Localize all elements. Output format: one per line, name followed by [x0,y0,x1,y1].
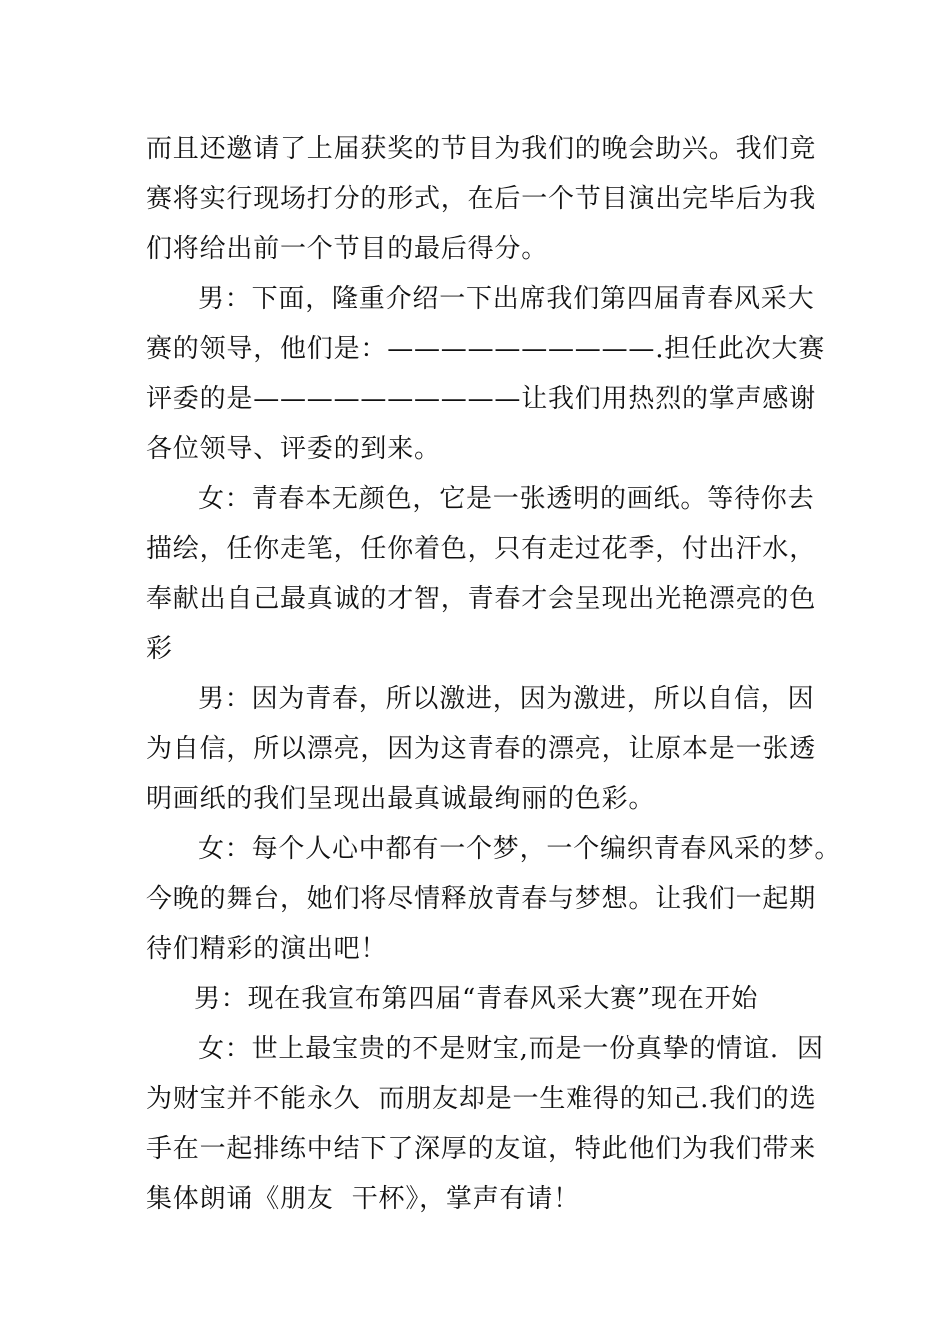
text-line: 各位领导、评委的到来。 [146,434,441,464]
text-line: 今晚的舞台，她们将尽情释放青春与梦想。让我们一起期 [146,884,817,914]
text-line: 手在一起排练中结下了深厚的友谊，特此他们为我们带来 [146,1134,817,1164]
text-line: 为自信，所以漂亮，因为这青春的漂亮，让原本是一张透 [146,734,817,764]
text-line: 们将给出前一个节目的最后得分。 [146,234,549,264]
text-line: 赛将实行现场打分的形式，在后一个节目演出完毕后为我 [146,184,817,214]
text-line: 赛的领导，他们是：——————————.担任此次大赛 [146,334,826,364]
text-line: 奉献出自己最真诚的才智，青春才会呈现出光艳漂亮的色 [146,584,817,614]
text-line: 评委的是——————————让我们用热烈的掌声感谢 [146,384,817,414]
text-line: 集体朗诵《朋友 干杯》，掌声有请！ [146,1184,580,1214]
text-line: 为财宝并不能永久 而朋友却是一生难得的知己.我们的选 [146,1084,817,1114]
text-line: 男：现在我宣布第四届“青春风采大赛”现在开始 [194,984,759,1014]
text-line: 男：因为青春，所以激进，因为激进，所以自信，因 [198,684,815,714]
text-line: 女：每个人心中都有一个梦，一个编织青春风采的梦。 [198,834,842,864]
text-line: 彩 [146,634,173,664]
text-line: 女：青春本无颜色，它是一张透明的画纸。等待你去 [198,484,815,514]
text-line: 描绘，任你走笔，任你着色，只有走过花季，付出汗水， [146,534,817,564]
text-line: 待们精彩的演出吧！ [146,934,388,964]
text-line: 男：下面，隆重介绍一下出席我们第四届青春风采大 [198,284,815,314]
text-line: 而且还邀请了上届获奖的节目为我们的晚会助兴。我们竞 [146,134,817,164]
text-line: 女：世上最宝贵的不是财宝,而是一份真挚的情谊. 因 [198,1034,824,1064]
text-line: 明画纸的我们呈现出最真诚最绚丽的色彩。 [146,784,656,814]
